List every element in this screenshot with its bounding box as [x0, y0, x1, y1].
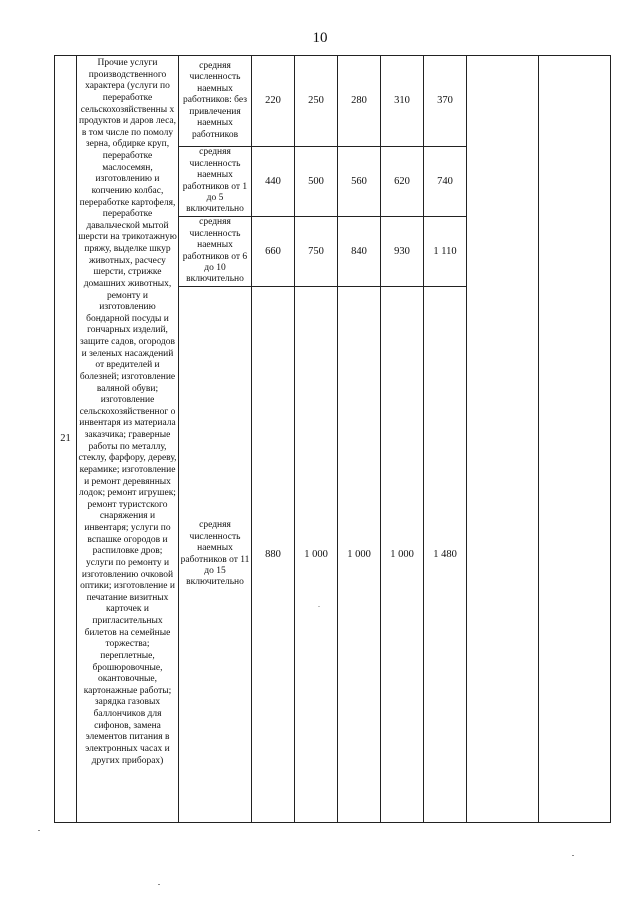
criterion-cell: средняя численность наемных работников от 1 до 5 включительно [179, 147, 252, 217]
value-cell: 930 [381, 217, 424, 287]
value-cell: 500 [295, 147, 338, 217]
value-cell: 280 [338, 56, 381, 147]
value-cell: 310 [381, 56, 424, 147]
scan-speck [158, 884, 160, 885]
value-cell: 1 000 [381, 287, 424, 823]
value-cell: 1 110 [424, 217, 467, 287]
scan-speck [572, 855, 574, 856]
value-cell: 620 [381, 147, 424, 217]
criterion-cell: средняя численность наемных работников от 6 до 10 включительно [179, 217, 252, 287]
value-cell: 880 [252, 287, 295, 823]
value-cell: 1 000 [338, 287, 381, 823]
criterion-cell: средняя численность наемных работников: без привлечения наемных работников [179, 56, 252, 147]
value-cell: 660 [252, 217, 295, 287]
empty-cell [539, 56, 611, 823]
value-cell: 1 000 [295, 287, 338, 823]
scan-speck [318, 606, 320, 607]
row-number-cell: 21 [55, 56, 77, 823]
tax-rates-table [54, 55, 611, 823]
value-cell: 370 [424, 56, 467, 147]
value-cell: 560 [338, 147, 381, 217]
value-cell: 220 [252, 56, 295, 147]
scan-speck [38, 830, 40, 831]
value-cell: 1 480 [424, 287, 467, 823]
value-cell: 750 [295, 217, 338, 287]
criterion-cell: средняя численность наемных работников от 11 до 15 включительно [179, 287, 252, 823]
service-description-cell: Прочие услуги производственного характера (услуги по переработке сельскохозяйственны х продуктов и даров леса, в том числе по помолу зерна, обдирке круп, переработке маслосемян, изготовлению и копчению колбас, переработке картофеля, переработке давальческой мытой шерсти на трикотажную пряжу, выделке шкур животных, расчесу шерсти, стрижке домашних животных, ремонту и изготовлению бондарной посуды и гончарных изделий, защите садов, огородов и зеленых насаждений от вредителей и болезней; изготовление валяной обуви; изготовление сельскохозяйственног о инвентаря из материала заказчика; граверные работы по металлу, стеклу, фарфору, дереву, керамике; изготовление и ремонт деревянных лодок; ремонт игрушек; ремонт туристского снаряжения и инвентаря; услуги по вспашке огородов и распиловке дров; услуги по ремонту и изготовлению очковой оптики; изготовление и печатание визитных карточек и пригласительных билетов на семейные торжества; переплетные, брошюровочные, окантовочные, картонажные работы; зарядка газовых баллончиков для сифонов, замена элементов питания в электронных часах и других приборах) [77, 56, 179, 823]
table-row [55, 56, 611, 147]
value-cell: 840 [338, 217, 381, 287]
page-number: 10 [312, 30, 328, 46]
value-cell: 440 [252, 147, 295, 217]
value-cell: 250 [295, 56, 338, 147]
empty-cell [467, 56, 539, 823]
value-cell: 740 [424, 147, 467, 217]
